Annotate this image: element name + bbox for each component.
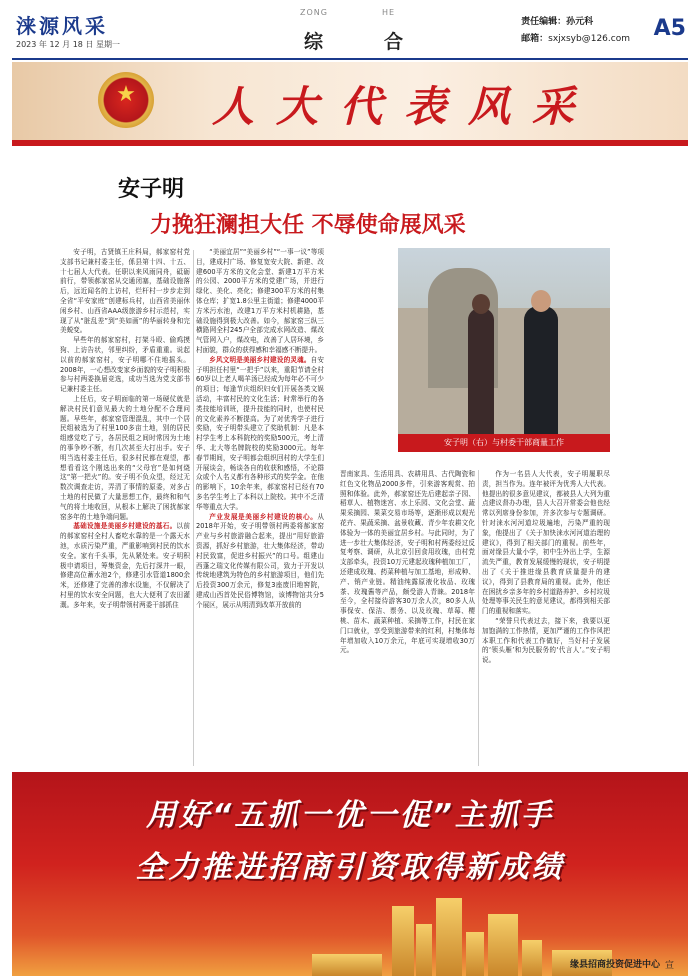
photo-person-left-head: [472, 294, 490, 314]
section-pinyin-right: HE: [382, 8, 396, 17]
column-divider: [193, 250, 194, 766]
text-column-2: [196, 248, 324, 768]
emblem-star-icon: ★: [116, 82, 136, 107]
skyline-building: [416, 924, 432, 976]
masthead: [0, 0, 700, 58]
paragraph-text: 从2018年开始，安子明带领村两委将郝家窑产业与乡村旅游融合起来，提出“用好旅游资源，抓好乡村旅游，壮大集体经济，带动村民致富，促进乡村振兴”的口号。组建山西蓬之瑞文化传媒有限公司，致力于开发以传统地建筑为特色的乡村旅游项目，他们先后投资300万余元，修复3座废旧地窖院，建成山西首处民俗博物馆，该博物馆共分5个展区，展示从明清到改革开放前的: [196, 512, 324, 609]
subheading: 基础设施是美丽乡村建设的基石。: [73, 522, 177, 531]
editor-info: [521, 14, 630, 48]
skyline-building: [436, 898, 462, 976]
column-divider: [478, 470, 479, 766]
email-address[interactable]: sxjxsyb@126.com: [548, 34, 630, 44]
column-banner: [12, 62, 688, 146]
paragraph: [60, 522, 190, 610]
photo-caption: 安子明（右）与村委干部商量工作: [398, 434, 610, 452]
paragraph: 安子明，古贤镇王庄科局，郝家窑村党支部书记兼村委主任，係县第十四、十五、十七届人大代表。任职以来风雨同舟，砥砺前行，带领郝家窑从交通闭塞，基础设施落后，远近闻名的上访村，烂杆村一步步走到全省“平安家庭”创建标兵村，山西省美丽休闲乡村、山西省AAA级旅游乡村示范村，实现了从“脏乱差”到“美如画”的华丽转身和完美蜕变。: [60, 248, 190, 335]
skyline-building: [488, 914, 518, 976]
paragraph-text: 自安子明担任村里“一把手”以来，重阳节请全村60岁以上老人喝羊汤已经成为每年必不可少的项目；每逢节庆组织妇女们开展各类文娱活动，丰富村民的文化生活；时常举行的各类技能培训班，提升技能的同时，也使村民的文化素养不断提高。为了对优秀学子进行奖励，安子明带头建立了奖助机制：凡是本村学生考上本科院校的奖励500元，考上清华、北大等名牌院校的奖励3000元。每年春节期间，安子明都会组织回村的大学生们开展谈会，畅谈各自的收获和感悟，不论群众或个人名义都有各种形式的奖学金。在他的影响下，10余年来，郝家窑村已经有70多名学生考上了本科以上院校。其中不乏清华等重点大学。: [196, 355, 324, 511]
banner-footer-org: 缘县招商投资促进中心: [569, 960, 660, 970]
paragraph: “荣誉只代表过去，接下来，我要以更加饱满的工作热情，更加严谨的工作作风把本职工作和代表工作做好，当好村子发展的‘领头雁’和为民服务的‘代言人’。”安子明说。: [482, 616, 610, 665]
paragraph: 上任后，安子明面临的第一场硬仗就是解决村民们意见最大的土地分配不合理问题。早些年，郝家窑管理混乱，其中一个居民组被选为了村里100多亩土地，别的居民组感觉吃了亏，各居民组之间时常因为土地的事争吵不断，有几次甚至大打出手。安子明当选村委主任后，很多村民都在观望，都想看看这个刚选出来的“父母官”是如何烧这“第一把火”的。安子明不负众望，经过无数次调查走访，弄清了事情的原委，对多占土地的村民做了大量思想工作，最终和和气气的将土地收回，从根本上解决了困扰郝家窑多年的土地争端问题。: [60, 394, 190, 521]
skyline-building: [522, 940, 542, 976]
section-char-2: 合: [384, 31, 404, 53]
column-title: 人大代表风采: [212, 82, 597, 131]
banner-slogan-2: 全力推进招商引资取得新成绩: [135, 850, 565, 885]
paragraph: [196, 513, 324, 611]
issue-date: 2023 年 12 月 18 日 星期一: [16, 40, 120, 49]
investment-banner: [12, 772, 688, 976]
photo-person-right: [524, 306, 558, 434]
paragraph: 早些年的郝家窑村，打架斗殴、偷鸡摸狗、上访告状，邻里纠纷，矛盾重重。说起以前的郝家窑村，安子明哪不住地摇头。2008年，一心想改变家乡面貌的安子明积极参与村两委换届竞选，成功当选为党支部书记兼村委主任。: [60, 336, 190, 394]
paragraph: [196, 356, 324, 513]
paragraph: 作为一名县人大代表，安子明履职尽责，担当作为。连年被评为优秀人大代表。他提出的很多意见建议，都被县人大列为重点建议督办办理，县人大召开常委会他也经常以列席身份参加，并多次参与专题调研。针对涞水河河道垃圾遍地，污染严重的现象，他提出了《关于加快涞水河河道治理的建议》，得到了相关部门的重视。前些年，面对缘县大量小学，初中生外出上学，生源流失严重，教育发展缓慢的现状，安子明提出了《关于推进缘县教育质量提升的建议》，得到了县教育局的重视。此外，他还在困扰乡亲多年的乡村道路养护、乡村垃圾处理等事关民生的意见建议，都得到相关部门的重视和落实。: [482, 470, 610, 616]
photo-person-right-head: [531, 290, 551, 312]
editor-name: 孙元科: [566, 17, 594, 27]
text-column-1: [60, 248, 190, 768]
subheading: 乡风文明是美丽乡村建设的灵魂。: [209, 355, 311, 364]
banner-slogan-1: 用好“五抓一优一促”主抓手: [146, 798, 554, 833]
article-photo: [398, 248, 610, 434]
email-label: 邮箱：: [521, 34, 549, 44]
skyline-building: [392, 906, 414, 976]
article-person-name: 安子明: [118, 176, 185, 202]
banner-footer-seal: 宣: [664, 961, 674, 971]
editor-label: 责任编辑：: [521, 17, 567, 27]
article-headline: 力挽狂澜担大任 不辱使命展风采: [150, 212, 466, 238]
paragraph: “美丽宜居”“美丽乡村”“一事一议”等项目，建成村广场、修复宽安大院、新建、改建600平方米的文化会堂、新建1万平方米的公园、2000平方米的党建广场，并进行绿化、美化、亮化；修建300平方米的村集体仓库；扩宽1.8公里主街道；修建4000平方米污水池，改建1万平方米村机耕路，基础设施得到极大改善。如今，郝家窑三纵三横路网全村245户全部完成水网改造、煤改气管网入户，煤改电，改善了人居环境，乡村面貌，群众的获得感和幸福感不断提升。: [196, 248, 324, 354]
paragraph-text: 以前的郝家窑村全村人畜吃水靠的是一个露天水池，水质污染严重，严重影响到村民的饮水安全。家有千头事，先从紧处来。安子明积极申请项目，筹集资金，先后打深井一眼，修建高位蓄水池2个，修建引水管道1800余米，还修建了完善的渗水设施，不仅解决了村里的饮水安全问题，也大大便利了农田灌溉。多年来，安子明带领村两委干部抓住: [60, 522, 190, 609]
section-pinyin-left: ZONG: [300, 8, 328, 17]
paper-name: 涞源风采: [16, 14, 108, 38]
page-number: A5: [653, 16, 686, 41]
text-column-4: [482, 470, 610, 768]
skyline-building: [466, 932, 484, 976]
text-column-3: [340, 470, 475, 768]
photo-person-left: [468, 308, 494, 434]
masthead-rule: [12, 58, 688, 60]
section-char-1: 综: [304, 31, 324, 53]
skyline-building: [312, 954, 382, 976]
paragraph: 晋南家具、生活用具、农耕用具、古代陶瓷和红色文化物品2000多件，引来游客观赏、拍照和体验。此外，郝家窑还先后建起亲子园、稻草人、植物迷宫、水上乐园、文化会堂、蔬果采摘园、果菜交易市场等，逐渐形成以观光花卉、果蔬采摘、盆景收藏、青少年农耕文化体验为一体的美丽宜居乡村。与此同时，为了进一步壮大集体经济，安子明和村两委经过反复考察、调研，从北京引回食用玫瑰，由村党支部牵头，投资10万元建起玫瑰种植加工厂，还建成玫瑰、药菜种植与加工基地，形成种、产、销产业链。精油纯露原液化妆品、玫瑰茶、玫瑰酱等产品，颇受游人青睐。2018年至今，全村接待游客30万余人次，80多人从事保安、保洁、票务、以及玫瑰、草莓、樱桃、苗木、蔬菜种植、采摘等工作，村民在家门口就业，享受到旅游带来的红利，村集体每年增加收入10万余元，年底可实现增收30万元。: [340, 470, 475, 655]
subheading: 产业发展是美丽乡村建设的核心。: [209, 512, 318, 521]
